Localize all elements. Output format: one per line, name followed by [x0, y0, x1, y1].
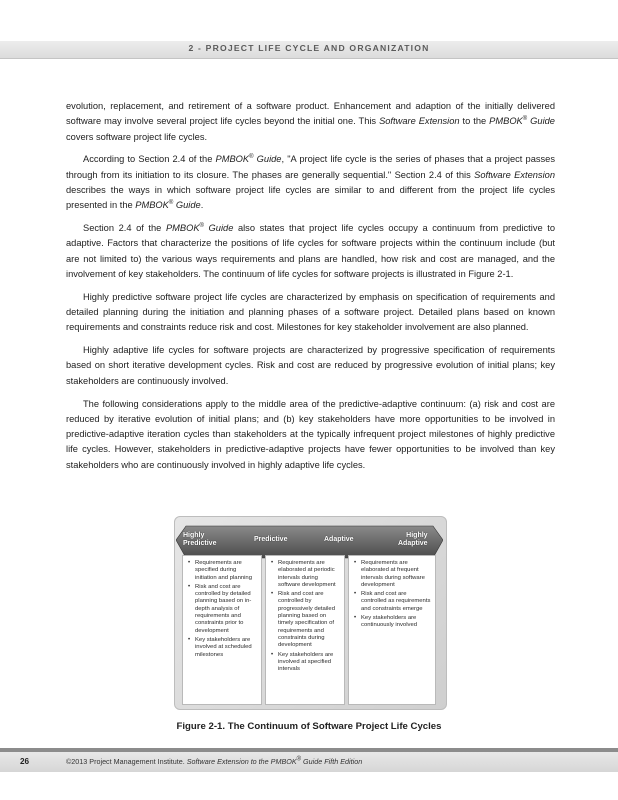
italic-run: PMBOK [135, 200, 169, 211]
text-run: According to Section 2.4 of the [83, 154, 216, 165]
bullet-list [353, 560, 431, 630]
text-run: covers software project life cycles. [66, 131, 208, 142]
text-run: describes the ways in which software project life cycles are similar to and different from the project life cycles presented in the [66, 184, 555, 211]
text-run: . [200, 200, 204, 211]
paragraph-1 [66, 99, 555, 145]
bullet-list [270, 560, 340, 673]
list-item: • Risk and cost are controlled by detailed planning based on in-depth analysis of requirements and constraints prior to development [195, 584, 257, 635]
italic-run: Guide [203, 223, 234, 234]
italic-run: Software Extension [474, 169, 555, 180]
italic-run: Software Extension to the PMBOK [186, 757, 297, 766]
label-adaptive: Adaptive [324, 536, 354, 543]
text-run: evolution, replacement, and retirement of a software product. Enhancement and adaption of the initially delivered software may involve several project life cycles beyond the initial one. This [66, 101, 555, 127]
paragraph-2 [66, 152, 555, 213]
registered-mark: ® [199, 222, 204, 229]
italic-run: PMBOK [165, 223, 200, 234]
paragraph-5: Highly adaptive life cycles for software projects are characterized by progressive specification of requirements based on short iterative development cycles. Risk and cost are reduced by progressive evolution of initial plans; key stakeholders are continuously involved. [66, 345, 555, 386]
paragraph-3 [66, 221, 555, 282]
page-footer [0, 752, 618, 772]
list-item: • Risk and cost are controlled as requirements and constraints emerge [361, 591, 431, 613]
label-line: Adaptive [398, 540, 428, 547]
italic-run: PMBOK [489, 116, 523, 127]
text-run: also states that project life cycles occupy a continuum from predictive to adaptive. Factors that characterize the positions of life cycles for software projects within the continuum include (but are not limited to) the various ways requirements and plans are handled, how risk and cost are managed, and the involvement of key stakeholders. The continuum of life cycles for software projects is illustrated in Figure 2-1. [66, 223, 555, 279]
column-adaptive [348, 555, 436, 705]
body-text [66, 99, 555, 481]
list-item: • Key stakeholders are involved at scheduled milestones [195, 637, 257, 659]
italic-run: Guide [530, 116, 555, 127]
italic-run: PMBOK [215, 154, 250, 165]
column-middle [265, 555, 345, 705]
text-run: , "A project life cycle is the series of phases that a project passes through from its initiation to its closure. The phases are generally sequential." Section 2.4 of this [66, 154, 555, 180]
list-item: • Risk and cost are controlled by progressively detailed planning based on timely specification of requirements and constraints during development [278, 591, 340, 649]
paragraph-4: Highly predictive software project life cycles are characterized by emphasis on specification of requirements and detailed planning during the initiation and planning phases of a software project. Detailed plans based on known requirements and constraints reduce risk and cost. Milestones for key stakeholder involvement are also planned. [66, 291, 555, 333]
list-item: • Key stakeholders are involved at specified intervals [278, 652, 340, 674]
label-line: Highly [406, 532, 428, 539]
registered-mark: ® [249, 154, 254, 161]
list-item: • Requirements are specified during initiation and planning [195, 560, 257, 582]
life-cycle-continuum-figure [174, 516, 445, 708]
list-item: • Key stakeholders are continuously involved [361, 615, 431, 630]
text-run: ©2013 Project Management Institute. [66, 757, 187, 766]
registered-mark: ® [168, 200, 174, 207]
label-highly-predictive [183, 532, 216, 548]
page-number: 26 [20, 757, 30, 766]
paragraph-6: The following considerations apply to the middle area of the predictive-adaptive continuum: (a) risk and cost are reduced by iterative evolution of initial plans; and (b) key stakeholders have more opportunities to be involved in predictive-adaptive iteration cycles than stakeholders at the typically infrequent project milestones of highly predictive life cycles. However, stakeholders in predictive-adaptive projects have fewer opportunities to be involved than key stakeholders who are continuously involved in highly adaptive life cycles. [66, 398, 555, 470]
chapter-title: 2 - PROJECT LIFE CYCLE AND ORGANIZATION [188, 43, 430, 53]
copyright-notice [66, 757, 362, 766]
label-highly-adaptive [398, 532, 428, 548]
bullet-list [187, 560, 257, 659]
italic-run: Guide Fifth Edition [301, 757, 363, 766]
italic-run: Guide [173, 200, 201, 211]
registered-mark: ® [522, 116, 528, 123]
list-item: • Requirements are elaborated at periodic intervals during software development [278, 560, 340, 589]
column-predictive [182, 555, 262, 705]
registered-mark: ® [296, 756, 302, 763]
list-item: • Requirements are elaborated at frequent intervals during software development [361, 560, 431, 589]
label-line: Predictive [183, 540, 217, 547]
text-run: to the [459, 116, 490, 127]
running-header [0, 41, 618, 59]
italic-run: Software Extension [379, 116, 460, 127]
figure-caption: Figure 2-1. The Continuum of Software Project Life Cycles [176, 721, 442, 732]
text-run: Section 2.4 of the [83, 223, 166, 234]
label-predictive: Predictive [254, 536, 288, 543]
italic-run: Guide [253, 154, 282, 165]
label-line: Highly [183, 532, 205, 539]
